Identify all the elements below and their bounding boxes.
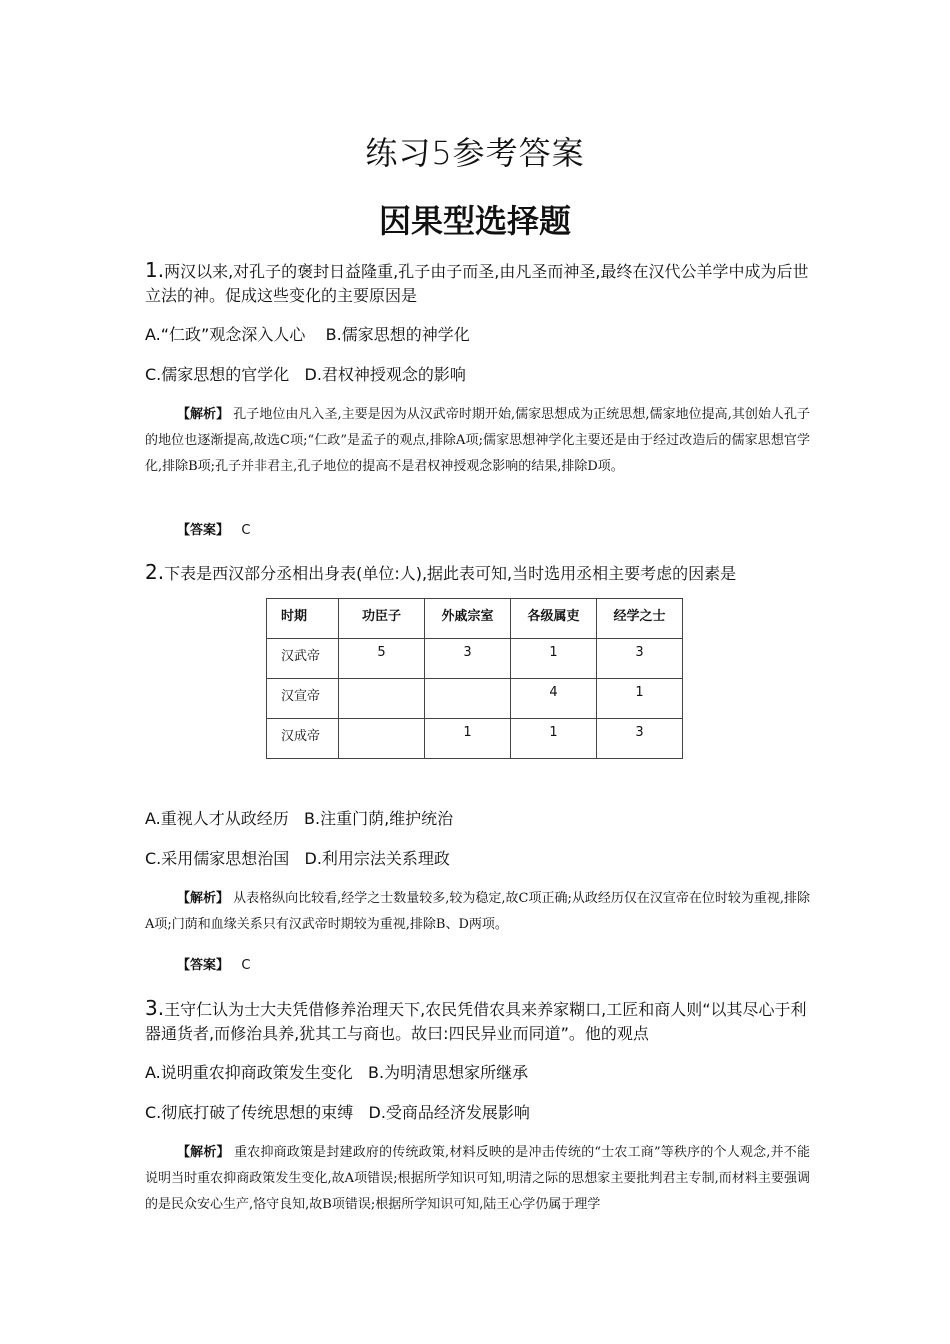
table-cell bbox=[339, 679, 425, 719]
question-number: 1. bbox=[145, 258, 165, 282]
table-row bbox=[267, 719, 683, 759]
analysis-tag: 【解析】 bbox=[177, 1145, 230, 1160]
answer-tag: 【答案】 bbox=[177, 958, 230, 973]
table-cell bbox=[425, 679, 511, 719]
analysis-text: 重农抑商政策是封建政府的传统政策,材料反映的是冲击传统的“士农工商”等秩序的个人观念,并不能说明当时重农抑商政策发生变化,故A项错误;根据所学知识可知,明清之际的思想家主要批判君主专制,而材料主要强调的是民众安心生产,恪守良知,故B项错误;根据所学知识可知,陆王心学仍属于理学 bbox=[145, 1145, 810, 1212]
chancellor-origin-table bbox=[266, 598, 683, 759]
table-cell: 3 bbox=[597, 639, 683, 679]
table-cell: 汉成帝 bbox=[267, 719, 339, 759]
question-1 bbox=[145, 258, 810, 308]
question-2 bbox=[145, 560, 810, 586]
table-header-row bbox=[267, 599, 683, 639]
question-number: 2. bbox=[145, 560, 165, 584]
analysis-text: 孔子地位由凡入圣,主要是因为从汉武帝时期开始,儒家思想成为正统思想,儒家地位提高,其创始人孔子的地位也逐渐提高,故选C项;“仁政”是孟子的观点,排除A项;儒家思想神学化主要还是由于经过改造后的儒家思想官学化,排除B项;孔子并非君主,孔子地位的提高不是君权神授观念影响的结果,排除D项。 bbox=[145, 407, 810, 474]
table-cell: 5 bbox=[339, 639, 425, 679]
answer-value: C bbox=[241, 523, 251, 538]
question-2-options-c-d: C.采用儒家思想治国 D.利用宗法关系理政 bbox=[145, 849, 450, 868]
question-3-options-c-d: C.彻底打破了传统思想的束缚 D.受商品经济发展影响 bbox=[145, 1103, 530, 1122]
analysis-tag: 【解析】 bbox=[177, 407, 230, 422]
question-2-options-a-b: A.重视人才从政经历 B.注重门荫,维护统治 bbox=[145, 809, 454, 828]
table-cell: 1 bbox=[511, 639, 597, 679]
question-3-analysis bbox=[145, 1140, 810, 1218]
table-cell: 汉武帝 bbox=[267, 639, 339, 679]
question-2-analysis bbox=[145, 886, 810, 938]
table-row bbox=[267, 679, 683, 719]
analysis-text: 从表格纵向比较看,经学之士数量较多,较为稳定,故C项正确;从政经历仅在汉宣帝在位时较为重视,排除A项;门荫和血缘关系只有汉武帝时期较为重视,排除B、D两项。 bbox=[145, 891, 811, 932]
table-header: 外戚宗室 bbox=[425, 599, 511, 639]
table-header: 经学之士 bbox=[597, 599, 683, 639]
table-header: 时期 bbox=[267, 599, 339, 639]
table-row bbox=[267, 639, 683, 679]
question-number: 3. bbox=[145, 996, 165, 1020]
table-cell: 1 bbox=[597, 679, 683, 719]
question-3 bbox=[145, 996, 810, 1046]
table-cell: 1 bbox=[511, 719, 597, 759]
table-cell: 4 bbox=[511, 679, 597, 719]
question-1-options-c-d: C.儒家思想的官学化 D.君权神授观念的影响 bbox=[145, 365, 466, 384]
question-text: 两汉以来,对孔子的褒封日益隆重,孔子由子而圣,由凡圣而神圣,最终在汉代公羊学中成为后世立法的神。促成这些变化的主要原因是 bbox=[145, 262, 809, 305]
table-cell: 3 bbox=[425, 639, 511, 679]
table-header: 功臣子 bbox=[339, 599, 425, 639]
answer-tag: 【答案】 bbox=[177, 523, 230, 538]
table-header: 各级属吏 bbox=[511, 599, 597, 639]
analysis-tag: 【解析】 bbox=[177, 891, 230, 906]
question-2-answer bbox=[177, 955, 251, 977]
page-subtitle: 因果型选择题 bbox=[378, 202, 571, 240]
table-cell: 1 bbox=[425, 719, 511, 759]
page-title: 练习5参考答案 bbox=[365, 134, 585, 172]
table-cell bbox=[339, 719, 425, 759]
table-cell: 3 bbox=[597, 719, 683, 759]
answer-value: C bbox=[241, 958, 251, 973]
question-1-answer bbox=[177, 520, 251, 542]
question-3-options-a-b: A.说明重农抑商政策发生变化 B.为明清思想家所继承 bbox=[145, 1063, 529, 1082]
question-text: 下表是西汉部分丞相出身表(单位:人),据此表可知,当时选用丞相主要考虑的因素是 bbox=[164, 564, 737, 583]
question-text: 王守仁认为士大夫凭借修养治理天下,农民凭借农具来养家糊口,工匠和商人则“以其尽心于利器通货者,而修治具养,犹其工与商也。故曰:四民异业而同道”。他的观点 bbox=[145, 1000, 807, 1043]
table-cell: 汉宣帝 bbox=[267, 679, 339, 719]
question-1-analysis bbox=[145, 402, 810, 480]
question-1-options-a-b: A.“仁政”观念深入人心 B.儒家思想的神学化 bbox=[145, 325, 470, 344]
